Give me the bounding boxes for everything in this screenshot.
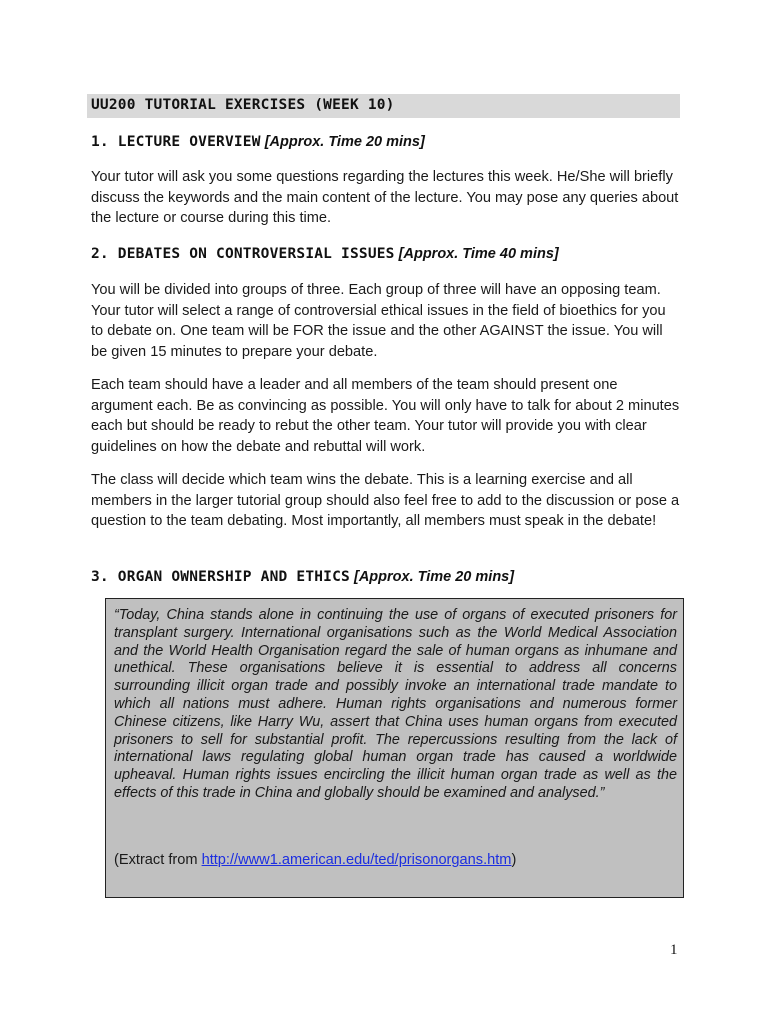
section-3-heading: [91, 569, 514, 585]
page-title: UU200 TUTORIAL EXERCISES (WEEK 10): [91, 97, 395, 113]
section-1-title: 1. LECTURE OVERVIEW: [91, 134, 261, 150]
section-2-heading: [91, 246, 559, 262]
section-1-paragraph-1: Your tutor will ask you some questions regarding the lectures this week. He/She will briefly discuss the keywords and the main content of the lecture. You may pose any queries about the lecture or course during this time.: [91, 169, 679, 227]
section-2-title: 2. DEBATES ON CONTROVERSIAL ISSUES: [91, 246, 395, 262]
section-1-time: [Approx. Time 20 mins]: [264, 134, 425, 150]
section-3-time: [Approx. Time 20 mins]: [354, 569, 515, 585]
quote-text: “Today, China stands alone in continuing the use of organs of executed prisoners for transplant surgery. International organisations such as the World Medical Association and the World Health Organisation regard the sale of human organs as inhumane and unethical. These organisations believe it is essential to address all concerns surrounding illicit organ trade and possibly invoke an international trade mandate to which all nations must adhere. Human rights organisations and numerous former Chinese citizens, like Harry Wu, assert that China uses human organs from executed prisoners to sell for substantial profit. The repercussions resulting from the lack of international laws regulating global human organ trade has caused a worldwide upheaval. Human rights issues encircling the illicit human organ trade as well as the effects of this trade in China and globally should be examined and analysed.”: [114, 607, 677, 801]
title-bar: [87, 94, 680, 118]
page-number: 1: [670, 942, 678, 958]
section-2-paragraph-1: You will be divided into groups of three. Each group of three will have an opposing team. Your tutor will select a range of controversial ethical issues in the field of bioethics for you to debate on. One team will be FOR the issue and the other AGAINST the issue. You will be given 15 minutes to prepare your debate.: [91, 282, 666, 360]
extract-suffix: ): [511, 852, 517, 868]
section-1-heading: [91, 134, 425, 150]
source-link[interactable]: http://www1.american.edu/ted/prisonorgans.htm: [201, 852, 512, 868]
section-2-paragraph-2: Each team should have a leader and all members of the team should present one argument each. Be as convincing as possible. You will only have to talk for about 2 minutes each but should be ready to rebut the other team. Your tutor will provide you with clear guidelines on how the debate and rebuttal will work.: [91, 377, 680, 455]
extract-citation: [114, 852, 516, 868]
extract-prefix: (Extract from: [114, 852, 202, 868]
quote-box: [105, 598, 684, 898]
section-2-time: [Approx. Time 40 mins]: [398, 246, 559, 262]
section-2-paragraph-3: The class will decide which team wins the debate. This is a learning exercise and all members in the larger tutorial group should also feel free to add to the discussion or pose a question to the team debating. Most importantly, all members must speak in the debate!: [91, 472, 680, 530]
section-3-title: 3. ORGAN OWNERSHIP AND ETHICS: [91, 569, 350, 585]
